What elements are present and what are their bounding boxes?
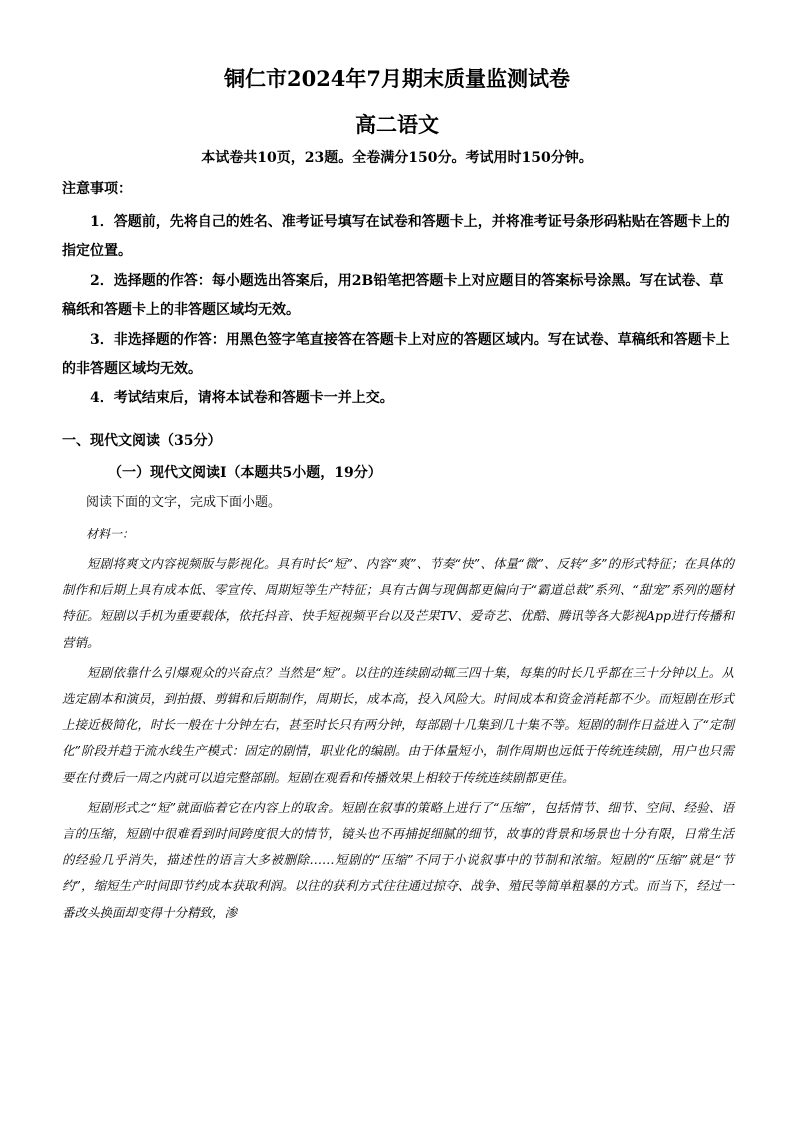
note-item: 2．选择题的作答：每小题选出答案后，用2B铅笔把答题卡上对应题目的答案标号涂黑。写在试卷、草稿纸和答题卡上的非答题区域均无效。 <box>62 272 724 319</box>
notes-heading: 注意事项： <box>62 181 132 197</box>
material-label: 材料一： <box>86 527 135 541</box>
reading-instruction: 阅读下面的文字，完成下面小题。 <box>86 495 282 510</box>
passage-body <box>62 551 734 930</box>
exam-subject: 高二语文 <box>355 112 439 137</box>
note-item: 3．非选择题的作答：用黑色签字笔直接答在答题卡上对应的答题区域内。写在试卷、草稿纸和答题卡上的非答题区域均无效。 <box>62 331 730 378</box>
passage-paragraph: 短剧形式之“短”就面临着它在内容上的取舍。短剧在叙事的策略上进行了“压缩”，包括情节、细节、空间、经验、语言的压缩，短剧中很难看到时间跨度很大的情节，镜头也不再捕捉细腻的细节，故事的背景和场景也十分有限，日常生活的经验几乎消失，描述性的语言大多被删除……短剧的“压缩”不同于小说叙事中的节制和浓缩。短剧的“压缩”就是“节约”，缩短生产时间即节约成本获取利润。以往的获利方式往往通过掠夺、战争、殖民等简单粗暴的方式。而当下，经过一番改头换面却变得十分精致，渗 <box>62 799 734 920</box>
passage-paragraph: 短剧依靠什么引爆观众的兴奋点？当然是“短”。以往的连续剧动辄三四十集，每集的时长几乎都在三十分钟以上。从选定剧本和演员，到拍摄、剪辑和后期制作，周期长，成本高，投入风险大。时间成本和资金消耗都不少。而短剧在形式上接近极简化，时长一般在十分钟左右，甚至时长只有两分钟，每部剧十几集到几十集不等。短剧的制作日益进入了“定制化”阶段并趋于流水线生产模式：固定的剧情，职业化的编剧。由于体量短小，制作周期也远低于传统连续剧，用户也只需要在付费后一周之内就可以追完整部剧。短剧在观看和传播效果上相较于传统连续剧都更佳。 <box>62 664 734 785</box>
notes-list <box>62 208 734 414</box>
note-item: 4．考试结束后，请将本试卷和答题卡一并上交。 <box>90 390 394 407</box>
exam-title: 铜仁市2024年7月期末质量监测试卷 <box>223 66 571 91</box>
note-item: 1．答题前，先将自己的姓名、准考证号填写在试卷和答题卡上，并将准考证号条形码粘贴在答题卡上的指定位置。 <box>62 214 730 260</box>
subsection-heading: （一）现代文阅读Ⅰ（本题共5小题，19分） <box>108 465 382 481</box>
exam-info: 本试卷共10页，23题。全卷满分150分。考试用时150分钟。 <box>201 150 593 166</box>
section-heading: 一、现代文阅读（35分） <box>62 433 222 449</box>
passage-paragraph: 短剧将爽文内容视频版与影视化。具有时长“短”、内容“爽”、节奏“快”、体量“微”、反转“多”的形式特征；在具体的制作和后期上具有成本低、零宣传、周期短等生产特征；具有古偶与现偶都更偏向于“霸道总裁”系列、“甜宠”系列的题材特征。短剧以手机为重要载体，依托抖音、快手短视频平台以及芒果TV、爱奇艺、优酷、腾讯等各大影视App进行传播和营销。 <box>62 556 734 650</box>
